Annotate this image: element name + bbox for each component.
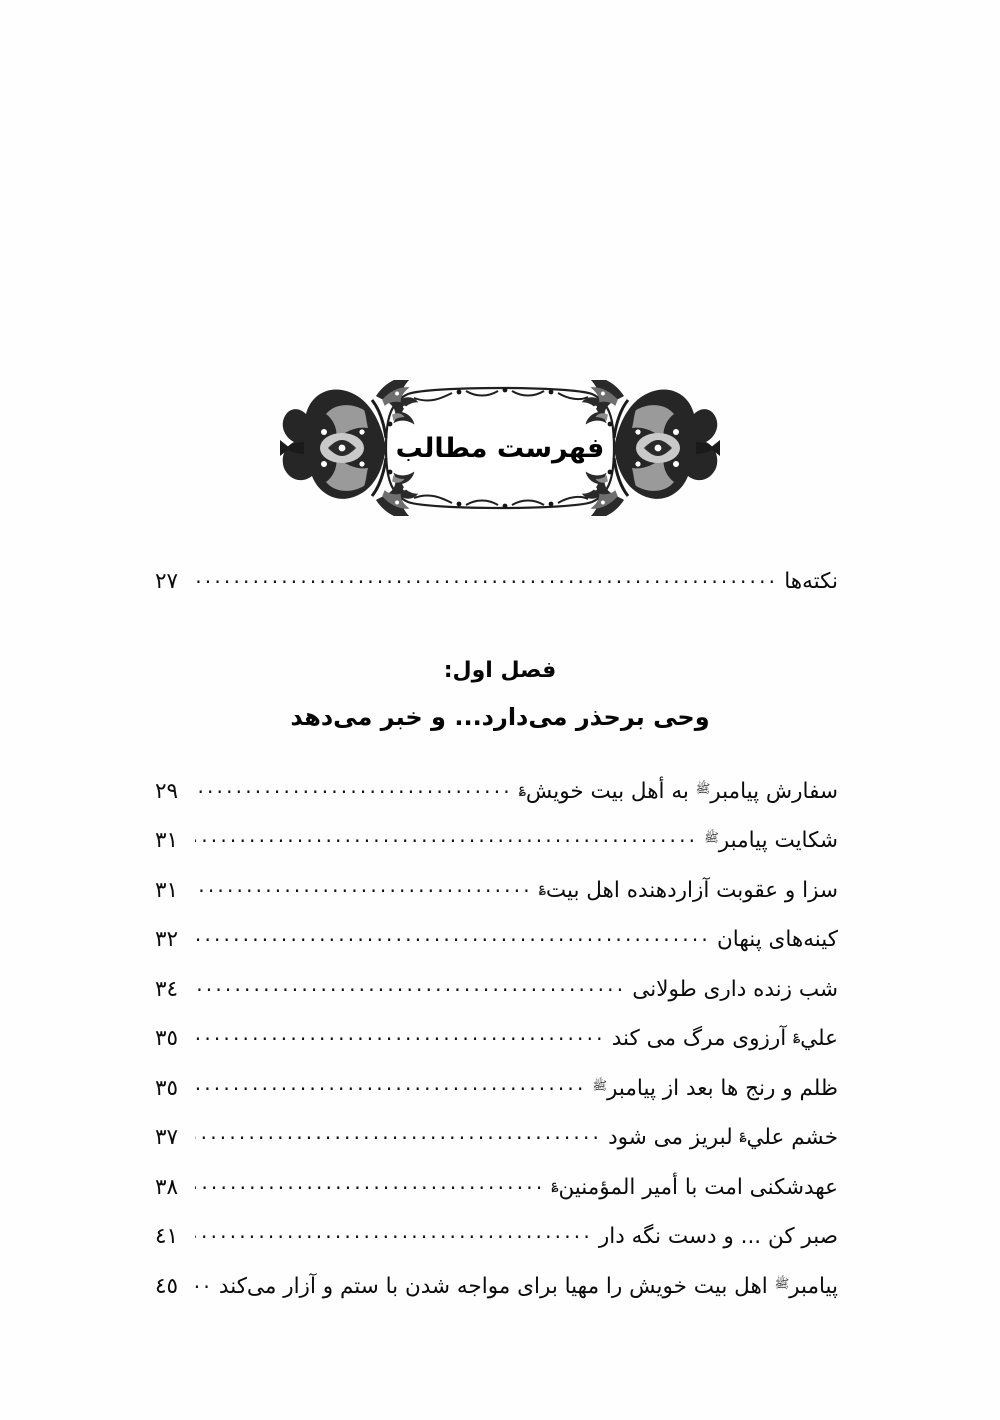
toc-dot-leader: [195, 566, 778, 588]
toc-top-section: [155, 566, 838, 592]
toc-entry-row[interactable]: [155, 974, 838, 1000]
toc-entry-title: [608, 1127, 838, 1149]
toc-page-number: ٣١: [155, 877, 179, 903]
honorific-mark: ﷺ: [704, 830, 719, 845]
toc-entry-title: [218, 1273, 838, 1299]
toc-entry-title-text: آرزوی مرگ می کند: [611, 1026, 794, 1051]
toc-entry-title-text: علي: [800, 1026, 838, 1051]
toc-page-number: ٣٥: [155, 1075, 179, 1101]
toc-entry-title: [592, 1075, 838, 1101]
toc-entry-title: [518, 778, 838, 804]
toc-entry-row[interactable]: [155, 776, 838, 802]
chapter-label: فصل اول:: [443, 658, 557, 683]
toc-entry-title-text: لبریز می شود: [608, 1125, 740, 1150]
toc-entry-row[interactable]: [155, 826, 838, 852]
toc-page-number: ٣٧: [155, 1125, 179, 1150]
toc-entry-title-text: سزا و عقوبت آزاردهنده اهل بیت: [545, 877, 838, 903]
toc-entry-row[interactable]: [155, 1172, 838, 1198]
toc-page-number: ٢٧: [155, 568, 179, 594]
toc-entry-title: [612, 1028, 838, 1050]
toc-entry-row[interactable]: [155, 1073, 838, 1099]
toc-entry-title-text: پیامبر: [789, 1273, 838, 1299]
honorific-mark: ؏: [551, 1177, 559, 1192]
toc-dot-leader: [195, 974, 626, 996]
toc-entry-title: [632, 976, 838, 1002]
ornament-wing-left: [280, 390, 386, 499]
toc-entry-title-text: شکایت پیامبر: [718, 828, 838, 853]
toc-dot-leader: [195, 875, 533, 897]
toc-page-number: ٣٨: [155, 1174, 179, 1200]
toc-entry-title: [704, 830, 838, 852]
toc-dot-leader: [195, 1123, 602, 1145]
arabesque-cartouche-icon: [280, 380, 720, 516]
toc-dot-leader: [195, 776, 513, 798]
toc-entry-title: [538, 877, 838, 903]
toc-entry-row[interactable]: [155, 1271, 838, 1297]
toc-entry-row[interactable]: [155, 1123, 838, 1149]
honorific-mark: ﷺ: [774, 1276, 790, 1291]
honorific-mark: ؏: [739, 1127, 747, 1142]
chapter-heading-block: [0, 658, 1000, 731]
toc-entry-title: [717, 929, 838, 951]
toc-dot-leader: [195, 1073, 587, 1095]
toc-page-number: ٣١: [155, 828, 179, 853]
honorific-mark: ﷺ: [592, 1078, 608, 1093]
toc-page-number: ٢٩: [155, 778, 179, 804]
cartouche-frame: [386, 388, 614, 509]
honorific-mark: ؏: [538, 880, 546, 895]
chapter-title: وحی برحذر می‌دارد... و خبر می‌دهد: [290, 703, 710, 731]
toc-page-number: ٣٥: [155, 1026, 179, 1051]
toc-page-number: ٣٤: [155, 976, 179, 1002]
toc-entry-title: [551, 1174, 838, 1200]
toc-entry-row[interactable]: [155, 1222, 838, 1248]
honorific-mark: ﷺ: [695, 781, 711, 796]
toc-page-number: ٤١: [155, 1224, 179, 1249]
toc-entry-title: نکته‌ها: [784, 568, 838, 594]
toc-entry-title-text: کینه‌های پنهان: [716, 927, 838, 952]
toc-page-number: ٣٢: [155, 927, 179, 952]
toc-entry-title: [599, 1226, 838, 1248]
toc-entry-title-text: صبر کن ... و دست نگه دار: [598, 1224, 838, 1249]
toc-entry-title-text: خشم علي: [746, 1125, 838, 1150]
toc-entry-title-text: سفارش پیامبر: [710, 778, 838, 804]
toc-dot-leader: [195, 1222, 593, 1244]
toc-dot-leader: [195, 1024, 606, 1046]
toc-entry-title-text: شب زنده داری طولانی: [632, 976, 838, 1002]
toc-dot-leader: [195, 925, 711, 947]
honorific-mark: ؏: [793, 1028, 801, 1043]
toc-entry-row[interactable]: [155, 1024, 838, 1050]
toc-dot-leader: [195, 826, 698, 848]
header-ornament: [0, 378, 1000, 518]
toc-entries-list: [155, 776, 838, 1321]
page-title: فهرست مطالب: [395, 432, 605, 464]
toc-entry-row[interactable]: [155, 925, 838, 951]
toc-page-number: ٤٥: [155, 1273, 179, 1299]
toc-dot-leader: [195, 1271, 213, 1293]
toc-entry-title-text: اهل بیت خویش را مهیا برای مواجه شدن با ستم و آزار می‌کند: [218, 1273, 775, 1299]
toc-entry-title-text: عهدشکنی امت با أمیر المؤمنین: [558, 1174, 838, 1200]
toc-entry-title-text: به أهل بیت خویش: [525, 778, 696, 804]
toc-dot-leader: [195, 1172, 545, 1194]
toc-entry-row[interactable]: [155, 875, 838, 901]
toc-entry-title-text: ظلم و رنج ها بعد از پیامبر: [607, 1075, 838, 1101]
honorific-mark: ؏: [518, 781, 526, 796]
ornament-wing-right: [614, 390, 720, 499]
toc-entry-row[interactable]: [155, 566, 838, 592]
